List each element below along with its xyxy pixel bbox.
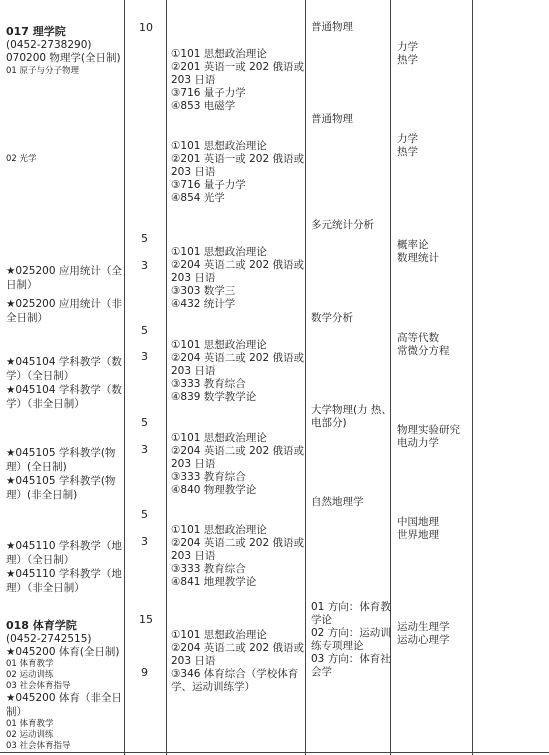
additional-subject: 热学 — [397, 54, 418, 66]
retest-subject: 多元统计分析 — [311, 219, 374, 231]
exam-subject: ③346 体育综合（学校体育 — [171, 668, 299, 680]
exam-subject: ①101 思想政治理论 — [171, 246, 267, 258]
additional-subject: 力学 — [397, 133, 418, 145]
exam-subject: ①101 思想政治理论 — [171, 339, 267, 351]
retest-subject: 练专项理论 — [311, 640, 364, 652]
column-divider — [124, 0, 125, 755]
exam-subject: ③303 数学三 — [171, 285, 236, 297]
additional-subject: 高等代数 — [397, 332, 439, 344]
exam-subject: 学、运动训练学） — [171, 681, 255, 693]
column-divider — [305, 0, 306, 755]
exam-subject: ①101 思想政治理论 — [171, 140, 267, 152]
exam-subject: ②204 英语二或 202 俄语或 — [171, 259, 305, 271]
exam-subject: 203 日语 — [171, 272, 216, 284]
additional-subject: 运动心理学 — [397, 634, 450, 646]
exam-subject: ④840 物理教学论 — [171, 484, 257, 496]
exam-subject: ④432 统计学 — [171, 298, 236, 310]
exam-subject: ①101 思想政治理论 — [171, 629, 267, 641]
exam-subject: ①101 思想政治理论 — [171, 524, 267, 536]
exam-subject: 203 日语 — [171, 550, 216, 562]
column-divider — [166, 0, 167, 755]
retest-subject: 普通物理 — [311, 113, 353, 125]
research-direction: 02 运动训练 — [6, 670, 54, 680]
enrollment-count: 3 — [141, 535, 148, 548]
additional-subject: 力学 — [397, 41, 418, 53]
dept-title: 018 体育学院 — [6, 619, 77, 632]
major-name-cont: 学）（全日制） — [6, 370, 75, 382]
exam-subject: ②201 英语一或 202 俄语或 — [171, 61, 305, 73]
major-name: ★045110 学科教学（地 — [6, 568, 122, 580]
enrollment-count: 5 — [141, 324, 148, 337]
exam-subject: ④853 电磁学 — [171, 100, 236, 112]
additional-subject: 常微分方程 — [397, 345, 450, 357]
retest-subject: 会学 — [311, 666, 332, 678]
major-name: ★025200 应用统计（全 — [6, 265, 122, 277]
exam-subject: ②204 英语二或 202 俄语或 — [171, 537, 305, 549]
exam-subject: 203 日语 — [171, 458, 216, 470]
enrollment-count: 5 — [141, 232, 148, 245]
research-direction: 01 体育教学 — [6, 659, 54, 669]
major-name: ★045200 体育(全日制) — [6, 646, 120, 658]
exam-subject: ④854 光学 — [171, 192, 225, 204]
major-name: ★045104 学科教学（数 — [6, 356, 122, 368]
dept-phone: (0452-2738290) — [6, 39, 92, 51]
additional-subject: 热学 — [397, 146, 418, 158]
major-name-cont: 学）（非全日制） — [6, 398, 85, 410]
exam-subject: ②204 英语二或 202 俄语或 — [171, 352, 305, 364]
research-direction: 03 社会体育指导 — [6, 681, 71, 691]
major-name: ★045105 学科教学(物 — [6, 447, 116, 459]
additional-subject: 电动力学 — [397, 437, 439, 449]
exam-subject: ②204 英语二或 202 俄语或 — [171, 445, 305, 457]
enrollment-count: 5 — [141, 416, 148, 429]
research-direction: 01 体育教学 — [6, 719, 54, 729]
dept-phone: (0452-2742515) — [6, 633, 92, 645]
exam-subject: ②204 英语二或 202 俄语或 — [171, 642, 305, 654]
major-name-cont: 理）（非全日制） — [6, 582, 85, 594]
additional-subject: 数理统计 — [397, 252, 439, 264]
additional-subject: 中国地理 — [397, 516, 439, 528]
additional-subject: 概率论 — [397, 239, 429, 251]
retest-subject: 02 方向：运动训 — [311, 627, 391, 639]
exam-subject: ②201 英语一或 202 俄语或 — [171, 153, 305, 165]
enrollment-count: 3 — [141, 443, 148, 456]
research-direction: 03 社会体育指导 — [6, 741, 71, 751]
retest-subject: 数学分析 — [311, 312, 353, 324]
research-direction: 02 运动训练 — [6, 730, 54, 740]
column-divider — [472, 0, 473, 755]
exam-subject: ③333 教育综合 — [171, 378, 246, 390]
enrollment-count: 3 — [141, 259, 148, 272]
additional-subject: 运动生理学 — [397, 621, 450, 633]
enrollment-count: 10 — [139, 21, 153, 34]
exam-subject: ④839 数学教学论 — [171, 391, 257, 403]
row-divider — [0, 752, 549, 753]
enrollment-count: 5 — [141, 508, 148, 521]
retest-subject: 普通物理 — [311, 21, 353, 33]
major-name: ★045104 学科教学（数 — [6, 384, 122, 396]
exam-subject: ①101 思想政治理论 — [171, 48, 267, 60]
retest-subject: 03 方向：体育社 — [311, 653, 391, 665]
exam-subject: 203 日语 — [171, 365, 216, 377]
dept-title: 017 理学院 — [6, 25, 66, 38]
retest-subject: 自然地理学 — [311, 496, 364, 508]
major-name-cont: 理）（全日制） — [6, 554, 75, 566]
retest-subject: 学论 — [311, 614, 332, 626]
major-name-cont: 全日制） — [6, 312, 48, 324]
major-name-cont: 制） — [6, 706, 27, 718]
exam-subject: ④841 地理教学论 — [171, 576, 257, 588]
exam-subject: ③333 教育综合 — [171, 563, 246, 575]
enrollment-count: 9 — [141, 666, 148, 679]
major-name: ★025200 应用统计（非 — [6, 298, 122, 310]
retest-subject: 01 方向：体育教 — [311, 601, 391, 613]
major-name-cont: 理）(全日制) — [6, 461, 67, 473]
retest-subject: 大学物理(力 热、 — [311, 404, 392, 416]
major-name: ★045105 学科教学(物 — [6, 475, 116, 487]
major-name-cont: 理）(非全日制) — [6, 489, 78, 501]
exam-subject: ③716 量子力学 — [171, 179, 246, 191]
additional-subject: 世界地理 — [397, 529, 439, 541]
enrollment-count: 3 — [141, 350, 148, 363]
exam-subject: 203 日语 — [171, 655, 216, 667]
exam-subject: ③716 量子力学 — [171, 87, 246, 99]
exam-subject: 203 日语 — [171, 74, 216, 86]
column-divider — [390, 0, 391, 755]
major-name: ★045110 学科教学（地 — [6, 540, 122, 552]
major-name: ★045200 体育（非全日 — [6, 692, 122, 704]
enrollment-count: 15 — [139, 613, 153, 626]
major-name: 070200 物理学(全日制) — [6, 52, 121, 64]
major-name-cont: 日制） — [6, 279, 38, 291]
research-direction: 01 原子与分子物理 — [6, 66, 80, 76]
exam-subject: ③333 教育综合 — [171, 471, 246, 483]
research-direction: 02 光学 — [6, 154, 37, 164]
additional-subject: 物理实验研究 — [397, 424, 460, 436]
exam-subject: ①101 思想政治理论 — [171, 432, 267, 444]
exam-subject: 203 日语 — [171, 166, 216, 178]
retest-subject-cont: 电部分) — [311, 417, 347, 429]
